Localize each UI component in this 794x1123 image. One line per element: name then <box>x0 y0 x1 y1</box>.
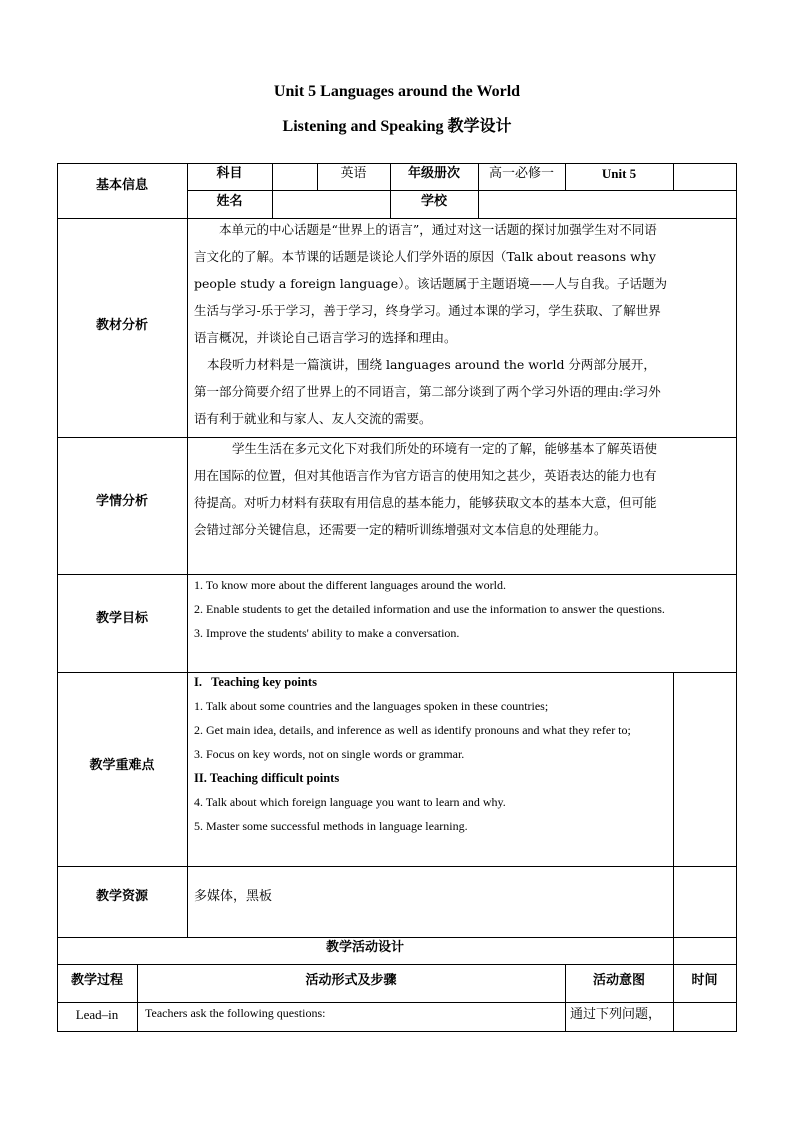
objective-item: 2. Enable students to get the detailed information and use the information to answer the questions. <box>194 602 665 616</box>
key-point-item: 3. Focus on key words, not on single words or grammar. <box>194 747 465 761</box>
objective-item: 1. To know more about the different languages around the world. <box>194 578 506 592</box>
unit-value: Unit 5 <box>601 166 637 181</box>
grade-label: 年级册次 <box>407 166 460 181</box>
difficult-point-item: 4. Talk about which foreign language you want to learn and why. <box>194 795 506 809</box>
activity-intent: 通过下列问题， <box>570 1007 662 1022</box>
activity-stage: Lead–in <box>75 1007 119 1022</box>
school-label: 学校 <box>420 194 447 209</box>
header-time: 时间 <box>691 973 718 988</box>
resources-label: 教学资源 <box>95 889 148 904</box>
difficult-points-heading: II. Teaching difficult points <box>194 771 340 785</box>
material-analysis-para1: 本单元的中心话题是“世界上的语言”，通过对这一话题的探讨加强学生对不同语言文化的了解。本节课的话题是谈论人们学外语的原因（Talk about reasons why people study a foreign language）。该话题属于主题语境——人与自我。子话题为生活与学习-乐于学习，善于学习，终身学习。通过本课的学习，学生获取、了解世界语言概况，并谈论自己语言学习的选择和理由。 <box>194 222 667 345</box>
resources-value: 多媒体，黑板 <box>194 889 273 904</box>
key-point-item: 2. Get main idea, details, and inference as well as identify pronouns and what they refer to; <box>194 723 631 737</box>
document-title: Unit 5 Languages around the World <box>273 83 521 100</box>
objective-item: 3. Improve the students' ability to make a conversation. <box>194 626 460 640</box>
difficult-point-item: 5. Master some successful methods in language learning. <box>194 819 468 833</box>
material-analysis-para2: 本段听力材料是一篇演讲，围绕 languages around the world 分两部分展开，第一部分简要介绍了世界上的不同语言，第二部分谈到了两个学习外语的理由:学习外语有利于就业和与家人、友人交流的需要。 <box>194 357 661 426</box>
name-label: 姓名 <box>216 194 243 209</box>
key-points-heading: I. Teaching key points <box>194 675 317 689</box>
basic-info-label: 基本信息 <box>95 178 148 193</box>
learner-analysis-text: 学生生活在多元文化下对我们所处的环境有一定的了解，能够基本了解英语使用在国际的位置，但对其他语言作为官方语言的使用知之甚少，英语表达的能力也有待提高。对听力材料有获取有用信息的基本能力，能够获取文本的基本大意，但可能会错过部分关键信息，还需要一定的精听训练增强对文本信息的处理能力。 <box>194 441 658 537</box>
header-intent: 活动意图 <box>592 973 645 988</box>
header-steps: 活动形式及步骤 <box>305 973 397 988</box>
document-subtitle: Listening and Speaking 教学设计 <box>282 118 512 135</box>
material-analysis-label: 教材分析 <box>95 318 148 333</box>
key-point-item: 1. Talk about some countries and the languages spoken in these countries; <box>194 699 549 713</box>
objectives-list <box>194 573 670 645</box>
key-points-content <box>194 670 670 838</box>
activity-design-label: 教学活动设计 <box>325 940 404 955</box>
objectives-label: 教学目标 <box>95 611 148 626</box>
key-points-label: 教学重难点 <box>89 758 155 773</box>
grade-value: 高一必修一 <box>488 166 554 181</box>
learner-analysis-label: 学情分析 <box>95 494 148 509</box>
activity-steps: Teachers ask the following questions: <box>145 1006 326 1020</box>
subject-value: 英语 <box>340 166 367 181</box>
header-process: 教学过程 <box>70 973 123 988</box>
subject-label: 科目 <box>216 166 243 181</box>
